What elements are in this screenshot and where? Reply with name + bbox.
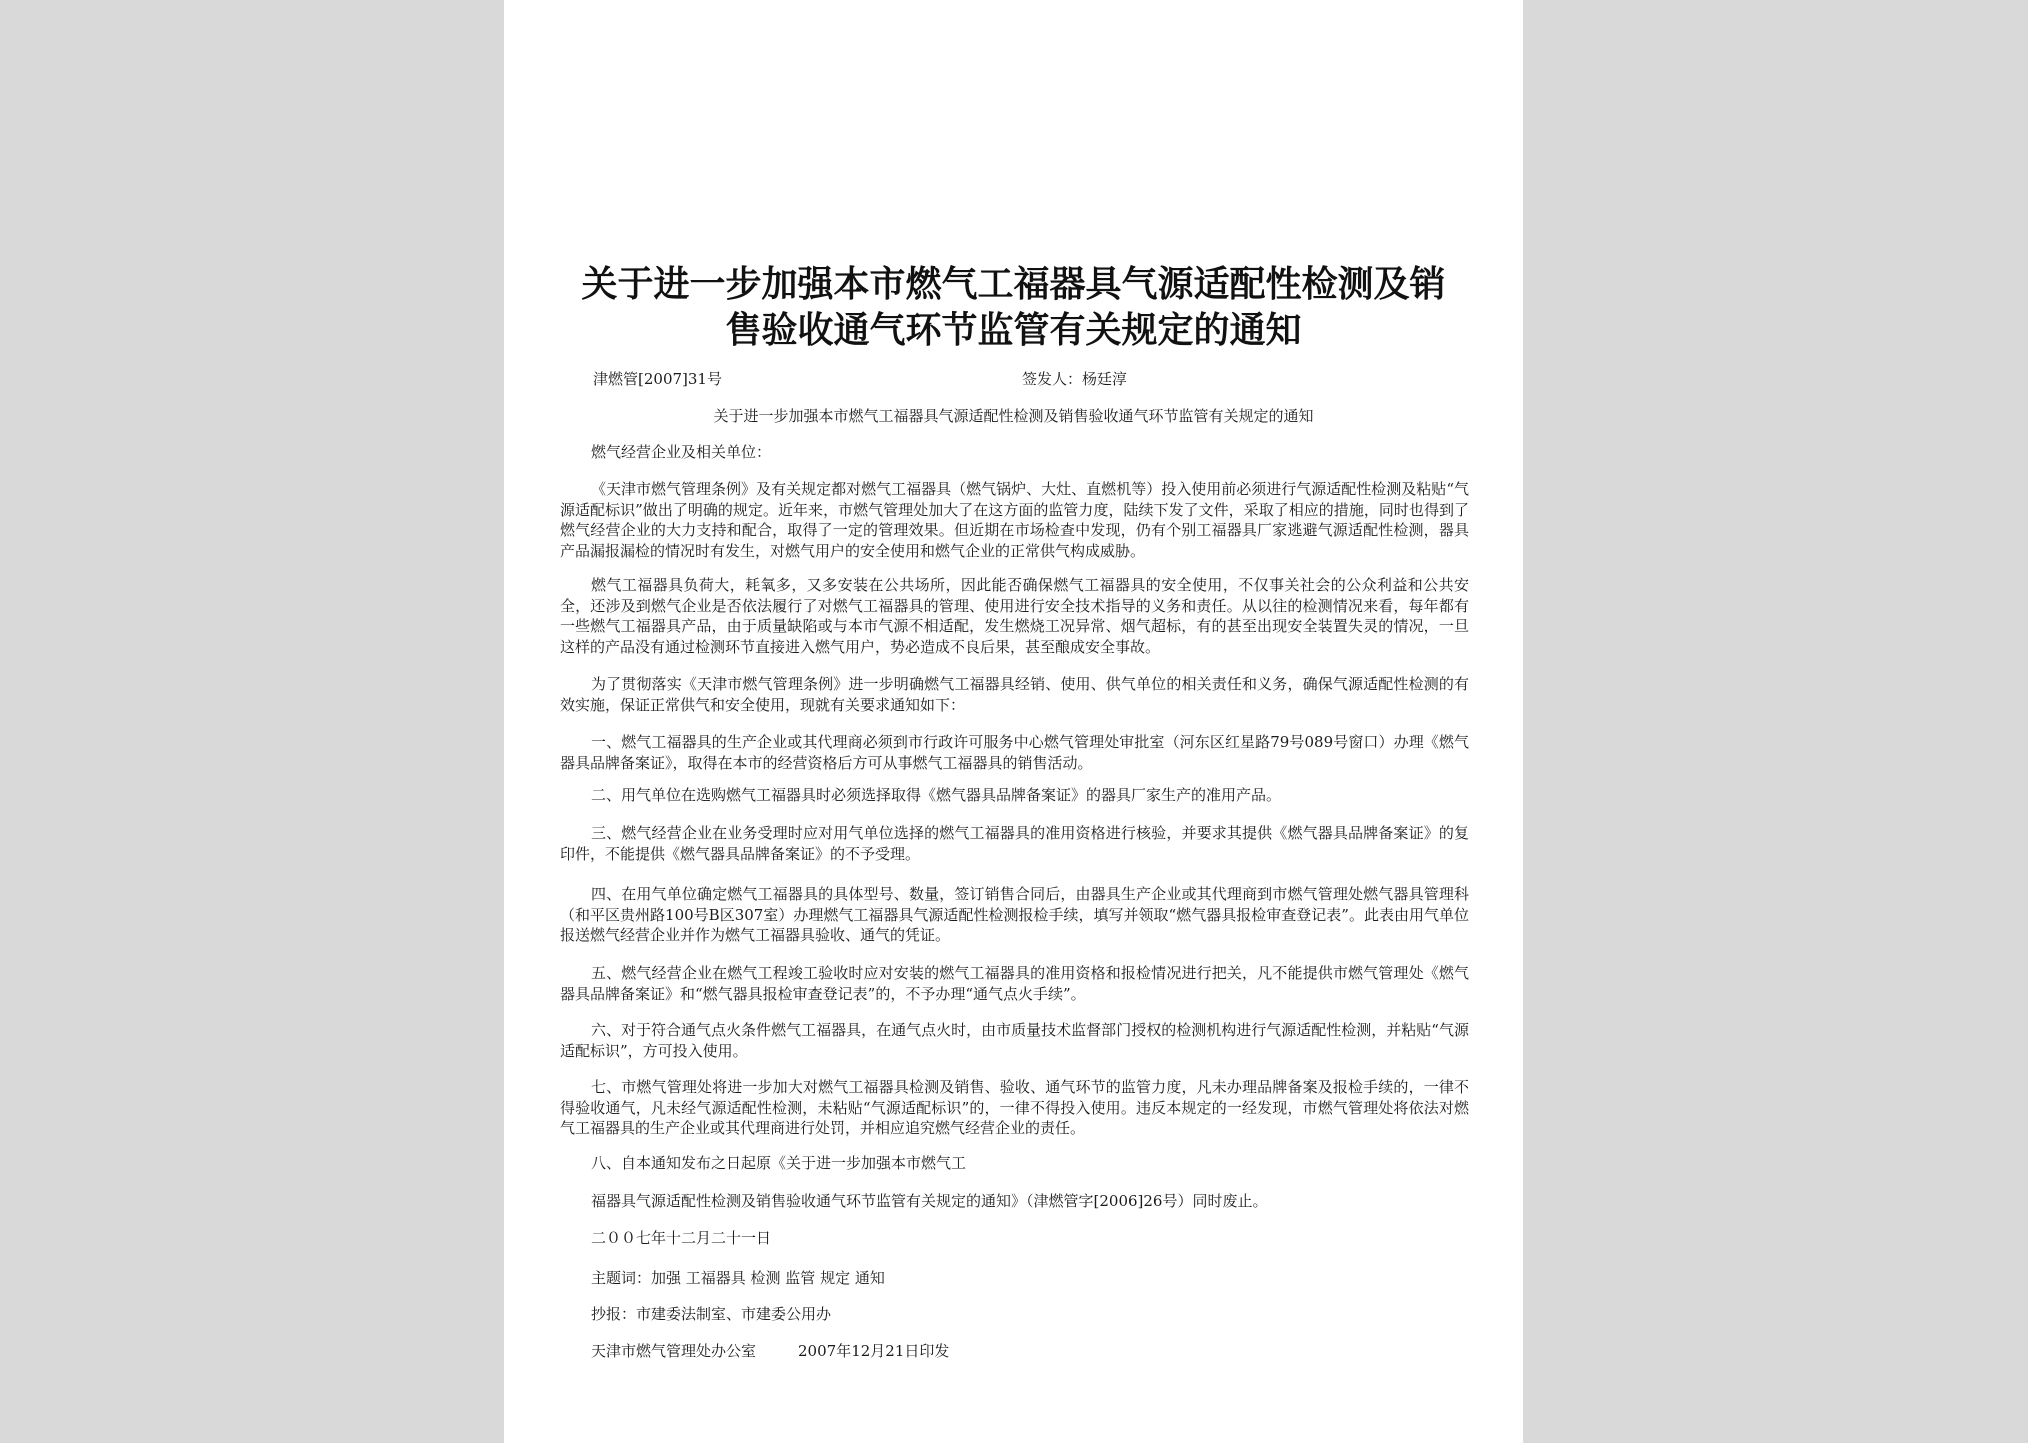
paragraph-item-7: 七、市燃气管理处将进一步加大对燃气工福器具检测及销售、验收、通气环节的监管力度，凡未办理品牌备案及报检手续的，一律不得验收通气，凡未经气源适配性检测，未粘贴“气源适配标识”的，一律不得投入使用。违反本规定的一经发现，市燃气管理处将依法对燃气工福器具的生产企业或其代理商进行处罚，并相应追究燃气经营企业的责任。	[560, 1078, 1469, 1137]
document-page	[504, 0, 1523, 1443]
document-signer: 签发人：杨廷淳	[1022, 370, 1128, 388]
keywords: 主题词：加强 工福器具 检测 监管 规定 通知	[591, 1269, 885, 1287]
document-subtitle: 关于进一步加强本市燃气工福器具气源适配性检测及销售验收通气环节监管有关规定的通知	[713, 407, 1314, 425]
title-line-2: 售验收通气环节监管有关规定的通知	[725, 310, 1302, 351]
paragraph-item-3: 三、燃气经营企业在业务受理时应对用气单位选择的燃气工福器具的准用资格进行核验，并要求其提供《燃气器具品牌备案证》的复印件，不能提供《燃气器具品牌备案证》的不予受理。	[560, 824, 1469, 863]
paragraph-item-1: 一、燃气工福器具的生产企业或其代理商必须到市行政许可服务中心燃气管理处审批室（河东区红星路79号089号窗口）办理《燃气器具品牌备案证》，取得在本市的经营资格后方可从事燃气工福器具的销售活动。	[560, 733, 1469, 772]
paragraph-item-8: 八、自本通知发布之日起原《关于进一步加强本市燃气工	[591, 1154, 967, 1172]
paragraph-item-4: 四、在用气单位确定燃气工福器具的具体型号、数量，签订销售合同后，由器具生产企业或其代理商到市燃气管理处燃气器具管理科（和平区贵州路100号B区307室）办理燃气工福器具气源适配性检测报检手续，填写并领取“燃气器具报检审查登记表”。此表由用气单位报送燃气经营企业并作为燃气工福器具验收、通气的凭证。	[560, 885, 1469, 944]
title-line-1: 关于进一步加强本市燃气工福器具气源适配性检测及销	[581, 264, 1446, 305]
carbon-copy: 抄报：市建委法制室、市建委公用办	[591, 1305, 832, 1323]
issuer-name: 天津市燃气管理处办公室	[591, 1342, 757, 1360]
paragraph-item-2: 二、用气单位在选购燃气工福器具时必须选择取得《燃气器具品牌备案证》的器具厂家生产的准用产品。	[591, 786, 1282, 804]
paragraph-item-8-continuation: 福器具气源适配性检测及销售验收通气环节监管有关规定的通知》（津燃管字[2006]26号）同时废止。	[591, 1192, 1268, 1210]
paragraph-item-6: 六、对于符合通气点火条件燃气工福器具，在通气点火时，由市质量技术监督部门授权的检测机构进行气源适配性检测，并粘贴“气源适配标识”，方可投入使用。	[560, 1021, 1469, 1060]
issue-date: 二００七年十二月二十一日	[591, 1229, 772, 1247]
document-title	[544, 262, 1483, 354]
print-date: 2007年12月21日印发	[798, 1342, 950, 1360]
issuer-footer	[591, 1341, 949, 1361]
paragraph-item-5: 五、燃气经营企业在燃气工程竣工验收时应对安装的燃气工福器具的准用资格和报检情况进行把关，凡不能提供市燃气管理处《燃气器具品牌备案证》和“燃气器具报检审查登记表”的，不予办理“通气点火手续”。	[560, 964, 1469, 1003]
paragraph-purpose: 为了贯彻落实《天津市燃气管理条例》进一步明确燃气工福器具经销、使用、供气单位的相关责任和义务，确保气源适配性检测的有效实施，保证正常供气和安全使用，现就有关要求通知如下：	[560, 675, 1469, 714]
paragraph-intro: 《天津市燃气管理条例》及有关规定都对燃气工福器具（燃气锅炉、大灶、直燃机等）投入使用前必须进行气源适配性检测及粘贴“气源适配标识”做出了明确的规定。近年来，市燃气管理处加大了在这方面的监管力度，陆续下发了文件，采取了相应的措施，同时也得到了燃气经营企业的大力支持和配合，取得了一定的管理效果。但近期在市场检查中发现，仍有个别工福器具厂家逃避气源适配性检测，器具产品漏报漏检的情况时有发生，对燃气用户的安全使用和燃气企业的正常供气构成威胁。	[560, 480, 1469, 560]
salutation: 燃气经营企业及相关单位：	[591, 443, 772, 461]
paragraph-background: 燃气工福器具负荷大，耗氧多，又多安装在公共场所，因此能否确保燃气工福器具的安全使用，不仅事关社会的公众利益和公共安全，还涉及到燃气企业是否依法履行了对燃气工福器具的管理、使用进行安全技术指导的义务和责任。从以往的检测情况来看，每年都有一些燃气工福器具产品，由于质量缺陷或与本市气源不相适配，发生燃烧工况异常、烟气超标，有的甚至出现安全装置失灵的情况，一旦这样的产品没有通过检测环节直接进入燃气用户，势必造成不良后果，甚至酿成安全事故。	[560, 576, 1469, 656]
document-number: 津燃管[2007]31号	[593, 370, 722, 388]
